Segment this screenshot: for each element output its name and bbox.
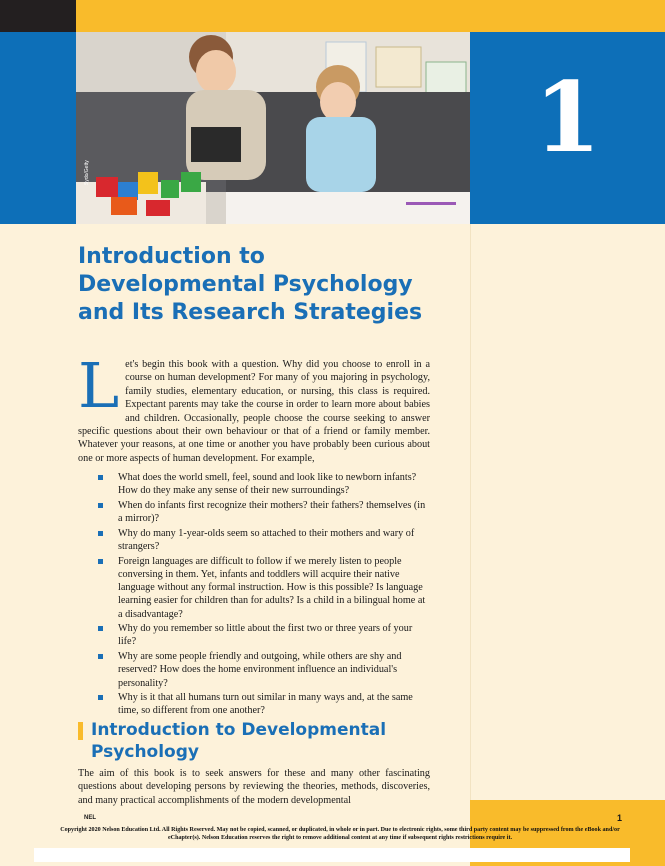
list-item-text: Why do many 1-year-olds seem so attached to their mothers and wary of strangers? [118, 527, 415, 553]
bottom-strip [34, 848, 630, 862]
list-item [98, 650, 430, 690]
list-item-text: What does the world smell, feel, sound and look like to newborn infants? How do they make any sense of their new surroundings? [118, 472, 417, 497]
list-item-text: Foreign languages are difficult to follow if we merely listen to people conversing in them. Yet, infants and toddlers will acquire their native language without any formal instruction. How is this possible? Is language learning easier for children than for adults? Is a child in a bilingual home at a disadvantage? [118, 555, 426, 620]
bullet-square-icon [98, 503, 103, 508]
list-item [98, 622, 430, 648]
header-yellow-band [76, 0, 665, 32]
left-blue-block [0, 32, 76, 224]
bullet-square-icon [98, 531, 103, 536]
list-item [98, 555, 430, 621]
header-black-block [0, 0, 76, 32]
copyright-notice: Copyright 2020 Nelson Education Ltd. All Rights Reserved. May not be copied, scanned, or duplicated, in whole or in part. Due to electronic rights, some third party content may be suppressed from the eBook and/or eChapter(s). Nelson Education reserves the right to remove additional content at any time if subsequent rights restrictions require it. [60, 827, 620, 841]
photo-credit: Sydo/Getty [84, 160, 90, 185]
drop-cap: L [78, 349, 120, 422]
chapter-title [78, 243, 458, 327]
intro-text: et's begin this book with a question. Why did you choose to enroll in a course on human development? For many of you majoring in psychology, family studies, elementary education, or nursing, this class is required. Expectant parents may take the course in order to learn more about babies and children. Occasionally, people choose the course seeking to answer specific questions about their own behaviour or that of a friend or family member. Whatever your reasons, at one time or another you have probably been curious about one or more aspects of human development. For example, [78, 359, 430, 464]
chapter-number: 1 [534, 61, 601, 174]
section-accent-bar [78, 722, 83, 740]
bullet-square-icon [98, 654, 103, 659]
chapter-photo [76, 32, 470, 224]
section-paragraph: The aim of this book is to seek answers for these and many other fascinating questions about developing persons by reviewing the theories, methods, discoveries, and many practical accomplishments of the modern developmental [78, 768, 430, 806]
list-item [98, 471, 430, 497]
intro-paragraph [78, 349, 430, 465]
bullet-square-icon [98, 626, 103, 631]
chapter-title-line: Developmental Psychology [78, 272, 413, 297]
bullet-square-icon [98, 559, 103, 564]
chapter-title-line: Introduction to [78, 244, 265, 269]
chapter-title-line: and Its Research Strategies [78, 300, 423, 325]
list-item-text: Why is it that all humans turn out similar in many ways and, at the same time, so different from one another? [118, 692, 413, 717]
section-heading: Introduction to Developmental Psychology [91, 720, 387, 762]
bullet-square-icon [98, 695, 103, 700]
list-item-text: When do infants first recognize their mothers? their fathers? themselves (in a mirror)? [118, 499, 426, 525]
question-list [98, 471, 430, 719]
list-item-text: Why are some people friendly and outgoing, while others are shy and reserved? How does the home environment influence an individual's personality? [118, 651, 402, 689]
page-number: 1 [617, 813, 623, 823]
publisher-mark: NEL [84, 815, 96, 821]
list-item-text: Why do you remember so little about the first two or three years of your life? [118, 623, 413, 648]
list-item [98, 499, 430, 525]
margin-column [470, 224, 665, 800]
photo-illustration [76, 32, 470, 224]
list-item [98, 691, 430, 717]
bullet-square-icon [98, 475, 103, 480]
list-item [98, 527, 430, 553]
